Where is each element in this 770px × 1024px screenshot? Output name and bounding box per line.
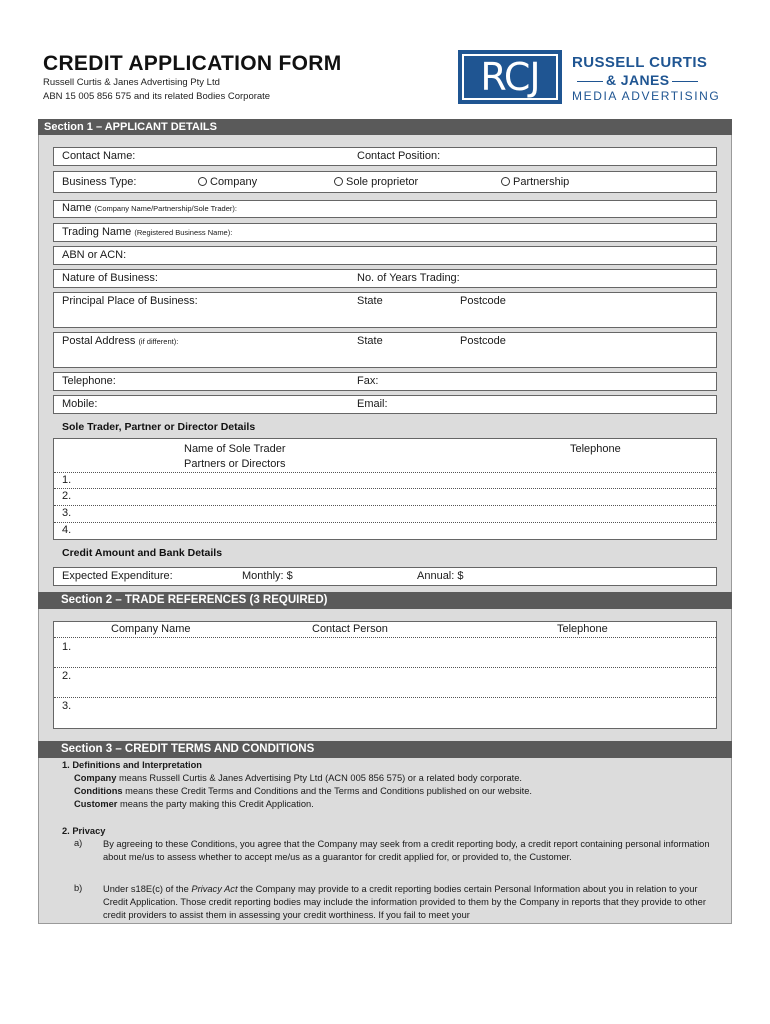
privacy-heading: 2. Privacy	[62, 826, 106, 836]
trading-name-row[interactable]	[53, 223, 717, 242]
mobile-row	[53, 395, 717, 414]
ref-col-company: Company Name	[111, 623, 191, 635]
postal-state-field[interactable]: State	[357, 335, 383, 347]
principal-place-row	[53, 292, 717, 328]
section3-header: Section 3 – CREDIT TERMS AND CONDITIONS	[38, 741, 732, 758]
partnership-radio[interactable]: Partnership	[501, 176, 569, 188]
abn-acn-label: ABN or ACN:	[62, 249, 127, 261]
nature-row	[53, 269, 717, 288]
rcj-logo	[458, 50, 562, 104]
directors-col-name-2: Partners or Directors	[184, 458, 286, 470]
directors-col-phone: Telephone	[570, 443, 621, 455]
email-field[interactable]: Email:	[357, 398, 388, 410]
definition-customer: Customer means the party making this Credit Application.	[74, 799, 314, 809]
reference-row-3[interactable]: 3.	[62, 700, 72, 712]
expected-expenditure-label: Expected Expenditure:	[62, 570, 173, 582]
ref-col-phone: Telephone	[557, 623, 608, 635]
postal-address-field[interactable]: Postal Address (if different):	[62, 335, 179, 347]
reference-row-1[interactable]: 1.	[62, 641, 72, 653]
privacy-a-text: By agreeing to these Conditions, you agree that the Company may seek from a credit reporting body, a credit report containing personal information about me/us to assess whether to accept me/us as a guarantor for credit applied for, or provided to, the Customer.	[103, 839, 710, 862]
definition-conditions: Conditions means these Credit Terms and Conditions and the Terms and Conditions published on our website.	[74, 786, 533, 796]
director-row-4[interactable]: 4.	[62, 524, 72, 536]
postal-address-row	[53, 332, 717, 368]
directors-heading: Sole Trader, Partner or Director Details	[62, 421, 256, 433]
company-name: Russell Curtis & Janes Advertising Pty Ltd	[43, 77, 220, 88]
logo-line3: MEDIA ADVERTISING	[572, 89, 721, 103]
fax-field[interactable]: Fax:	[357, 375, 379, 387]
trading-label: Trading Name	[62, 226, 132, 238]
definition-company: Company means Russell Curtis & Janes Advertising Pty Ltd (ACN 005 856 575) or a related body corporate.	[74, 773, 523, 783]
trade-references-table	[53, 621, 717, 729]
logo-line1: RUSSELL CURTIS	[572, 54, 708, 71]
sole-proprietor-radio[interactable]: Sole proprietor	[334, 176, 418, 188]
trading-hint: (Registered Business Name):	[134, 228, 233, 237]
logo-mark: RCJ	[480, 55, 540, 99]
name-row[interactable]	[53, 200, 717, 218]
directors-table	[53, 438, 717, 540]
privacy-a-label: a)	[74, 838, 83, 848]
definitions-heading: 1. Definitions and Interpretation	[62, 760, 202, 770]
reference-row-2[interactable]: 2.	[62, 670, 72, 682]
radio-icon	[198, 177, 207, 186]
ref-col-contact: Contact Person	[312, 623, 388, 635]
postcode-field[interactable]: Postcode	[460, 295, 506, 307]
section1-header: Section 1 – APPLICANT DETAILS	[38, 119, 732, 135]
mobile-field[interactable]: Mobile:	[62, 398, 98, 410]
directors-col-name: Name of Sole Trader	[184, 443, 286, 455]
telephone-field[interactable]: Telephone:	[62, 375, 116, 387]
contact-position-field[interactable]: Contact Position:	[357, 150, 441, 162]
contact-row	[53, 147, 717, 166]
postal-postcode-field[interactable]: Postcode	[460, 335, 506, 347]
logo-line2-wrap	[574, 72, 701, 88]
form-title: CREDIT APPLICATION FORM	[43, 52, 342, 75]
business-type-label: Business Type:	[62, 176, 137, 188]
director-row-1[interactable]: 1.	[62, 474, 72, 486]
contact-name-field[interactable]: Contact Name:	[62, 150, 136, 162]
logo-line2: & JANES	[606, 72, 670, 88]
credit-heading: Credit Amount and Bank Details	[62, 547, 223, 559]
abn-acn-row[interactable]	[53, 246, 717, 265]
radio-icon	[501, 177, 510, 186]
section2-header: Section 2 – TRADE REFERENCES (3 REQUIRED)	[38, 592, 732, 609]
name-label: Name	[62, 202, 92, 214]
expenditure-row	[53, 567, 717, 586]
annual-field[interactable]: Annual: $	[417, 570, 464, 582]
radio-icon	[334, 177, 343, 186]
principal-place-field[interactable]: Principal Place of Business:	[62, 295, 198, 307]
nature-field[interactable]: Nature of Business:	[62, 272, 158, 284]
privacy-b-text: Under s18E(c) of the Privacy Act the Company may provide to a credit reporting bodies certain Personal Information about you in relation to your Credit Application. Those credit reporting bodies may include the information provided to them by the Company in reports that they provide to other credit providers to assist them in assessing your credit worthiness. If you fail to meet your	[103, 884, 706, 920]
company-radio[interactable]: Company	[198, 176, 257, 188]
privacy-b-label: b)	[74, 883, 83, 893]
business-type-row	[53, 171, 717, 193]
name-hint: (Company Name/Partnership/Sole Trader):	[94, 204, 237, 213]
director-row-3[interactable]: 3.	[62, 507, 72, 519]
director-row-2[interactable]: 2.	[62, 490, 72, 502]
years-trading-field[interactable]: No. of Years Trading:	[357, 272, 460, 284]
telephone-row	[53, 372, 717, 391]
company-abn: ABN 15 005 856 575 and its related Bodies Corporate	[43, 91, 271, 102]
monthly-field[interactable]: Monthly: $	[242, 570, 293, 582]
state-field[interactable]: State	[357, 295, 383, 307]
